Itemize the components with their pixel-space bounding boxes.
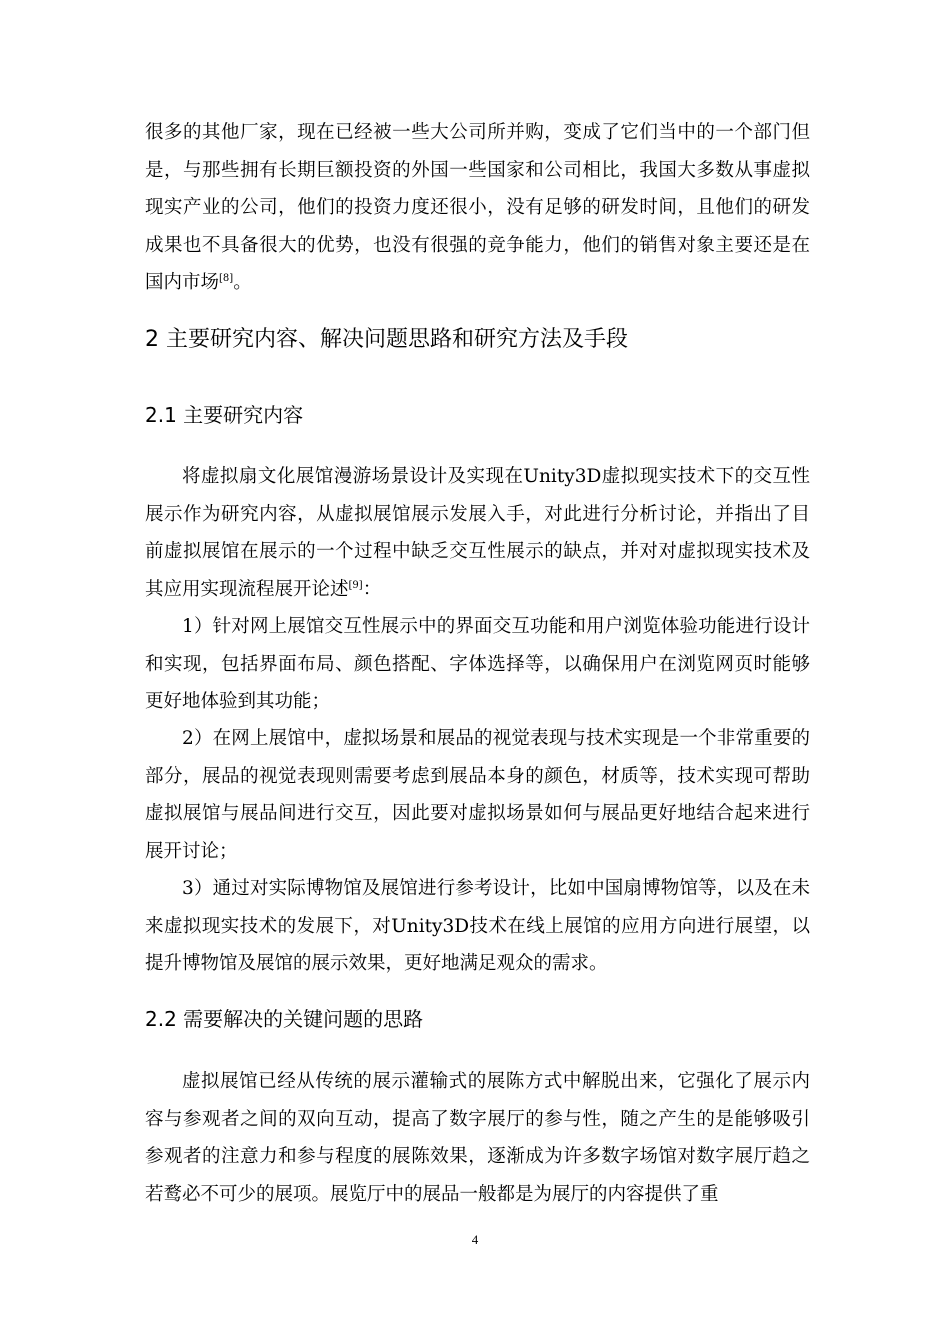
citation-9: [9] xyxy=(348,579,363,591)
list-item-3: 3）通过对实际博物馆及展馆进行参考设计，比如中国扇博物馆等，以及在未来虚拟现实技术的发展下，对Unity3D技术在线上展馆的应用方向进行展望，以提升博物馆及展馆的展示效果，更好地满足观众的需求。 xyxy=(145,878,810,974)
paragraph-text: 很多的其他厂家，现在已经被一些大公司所并购，变成了它们当中的一个部门但是，与那些拥有长期巨额投资的外国一些国家和公司相比，我国大多数从事虚拟现实产业的公司，他们的投资力度还很小，没有足够的研发时间，且他们的研发成果也不具备很大的优势，也没有很强的竞争能力，他们的销售对象主要还是在国内市场 xyxy=(145,122,810,293)
section-heading-2-2: 2.2 需要解决的关键问题的思路 xyxy=(145,1007,424,1031)
page-number: 4 xyxy=(471,1232,479,1247)
paragraph-tail: ： xyxy=(362,578,382,600)
citation-8: [8] xyxy=(219,272,234,284)
paragraph-key-problems: 虚拟展馆已经从传统的展示灌输式的展陈方式中解脱出来，它强化了展示内容与参观者之间的双向互动，提高了数字展厅的参与性，随之产生的是能够吸引参观者的注意力和参与程度的展陈效果，逐渐成为许多数字场馆对数字展厅趋之若鹜必不可少的展项。展览厅中的展品一般都是为展厅的内容提供了重 xyxy=(145,1071,810,1205)
section-heading-2-1: 2.1 主要研究内容 xyxy=(145,403,304,427)
paragraph-research-content xyxy=(145,458,810,608)
list-item-2: 2）在网上展馆中，虚拟场景和展品的视觉表现与技术实现是一个非常重要的部分，展品的视觉表现则需要考虑到展品本身的颜色，材质等，技术实现可帮助虚拟展馆与展品间进行交互，因此要对虚拟场景如何与展品更好地结合起来进行展开讨论； xyxy=(145,728,810,862)
paragraph-tail: 。 xyxy=(233,272,252,293)
list-item-1: 1）针对网上展馆交互性展示中的界面交互功能和用户浏览体验功能进行设计和实现，包括界面布局、颜色搭配、字体选择等，以确保用户在浏览网页时能够更好地体验到其功能； xyxy=(145,616,810,712)
paragraph-text: 将虚拟扇文化展馆漫游场景设计及实现在Unity3D虚拟现实技术下的交互性展示作为研究内容，从虚拟展馆展示发展入手，对此进行分析讨论，并指出了目前虚拟展馆在展示的一个过程中缺乏交互性展示的缺点，并对对虚拟现实技术及其应用实现流程展开论述 xyxy=(145,466,810,600)
section-heading-2: 2 主要研究内容、解决问题思路和研究方法及手段 xyxy=(145,327,628,352)
paragraph-intro-continued xyxy=(145,114,810,302)
